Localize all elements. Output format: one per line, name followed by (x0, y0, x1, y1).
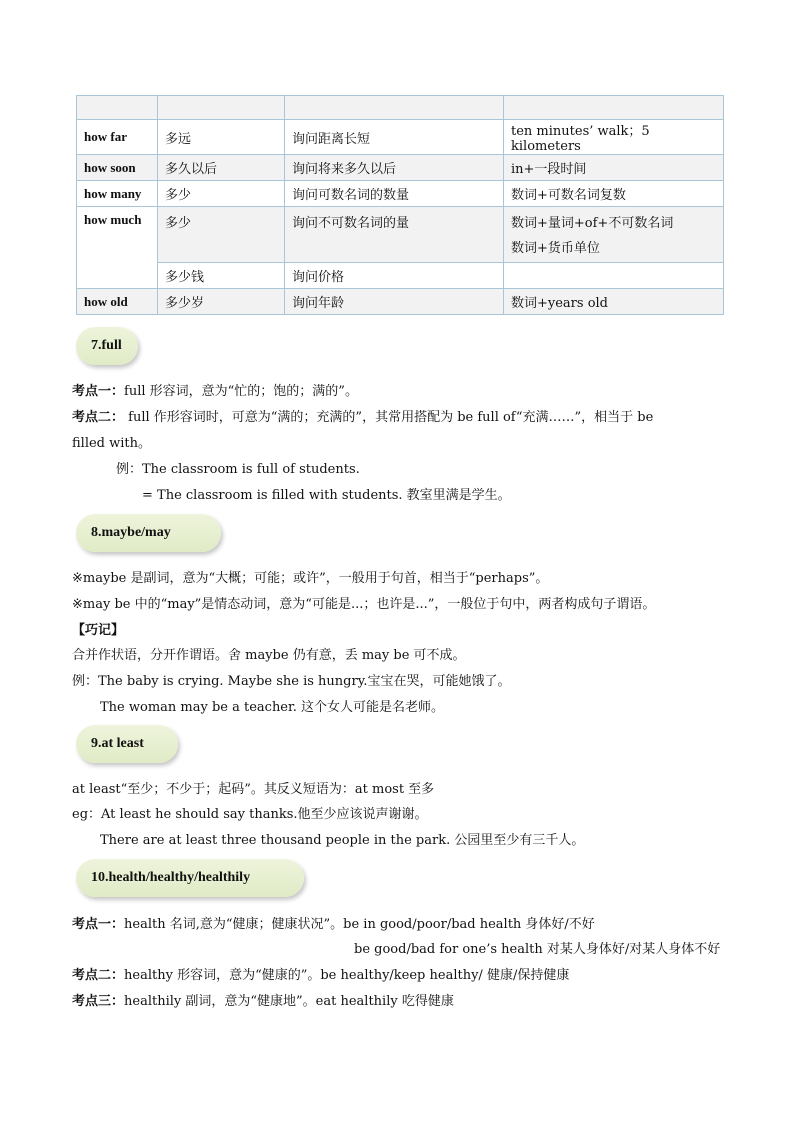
table-cell: 询问价格 (285, 263, 504, 289)
table-cell: 询问可数名词的数量 (285, 181, 504, 207)
table-cell: 数词+years old (504, 289, 724, 315)
table-cell: how old (77, 289, 158, 315)
table-cell (504, 263, 724, 289)
table-cell: ten minutes’ walk；5 kilometers (504, 120, 724, 155)
table-cell (504, 207, 724, 263)
point-text: full 形容词，意为“忙的；饱的；满的”。 (124, 384, 358, 399)
table-row (77, 207, 724, 263)
table-cell (285, 96, 504, 120)
point-one (72, 916, 595, 934)
point-label: 考点三： (72, 994, 125, 1009)
table-cell: 询问将来多久以后 (285, 155, 504, 181)
example-line: 例：The classroom is full of students. (116, 462, 360, 477)
table-cell: how far (77, 120, 158, 155)
example-line: The woman may be a teacher. 这个女人可能是名老师。 (100, 700, 445, 715)
point-three (72, 993, 454, 1011)
point-two-continued: filled with。 (72, 436, 152, 451)
section-title-at-least: 9.at least (76, 725, 178, 763)
point-text: healthy 形容词，意为“健康的”。be healthy/keep healthy/ 健康/保持健康 (124, 968, 570, 983)
cell-line: 数词+量词+of+不可数名词 (511, 216, 674, 231)
table-cell: how many (77, 181, 158, 207)
point-two (72, 967, 569, 985)
section-title-health: 10.health/healthy/healthily (76, 859, 304, 897)
table-cell: how much (77, 207, 158, 289)
tip-line: 合并作状语，分开作谓语。舍 maybe 仍有意，丢 may be 可不成。 (72, 648, 466, 663)
example-line: There are at least three thousand people in the park. 公园里至少有三千人。 (100, 833, 585, 848)
table-cell: 询问年龄 (285, 289, 504, 315)
example-line: 例：The baby is crying. Maybe she is hungry.宝宝在哭，可能她饿了。 (72, 674, 511, 689)
table-cell (158, 96, 285, 120)
section-title-maybe-may: 8.maybe/may (76, 514, 221, 552)
note-line: ※maybe 是副词，意为“大概；可能；或许”，一般用于句首，相当于“perhaps”。 (72, 571, 549, 586)
table-row (77, 96, 724, 120)
section-title-full: 7.full (76, 327, 138, 365)
tip-heading: 【巧记】 (72, 623, 125, 638)
note-line: ※may be 中的“may”是情态动词，意为“可能是...；也许是...”，一般位于句中，两者构成句子谓语。 (72, 597, 656, 612)
point-one-continued: be good/bad for one’s health 对某人身体好/对某人身体不好 (354, 942, 721, 957)
table-row (77, 120, 724, 155)
point-label: 考点二： (72, 410, 125, 425)
table-cell (504, 96, 724, 120)
point-label: 考点一： (72, 917, 125, 932)
point-label: 考点二： (72, 968, 125, 983)
table-row (77, 181, 724, 207)
table-cell: 多少岁 (158, 289, 285, 315)
table-cell (77, 96, 158, 120)
point-text: full 作形容词时，可意为“满的；充满的”，其常用搭配为 be full of“充满……”，相当于 be (124, 410, 654, 425)
table-cell: 询问不可数名词的量 (285, 207, 504, 263)
cell-line: 数词+货币单位 (511, 241, 600, 256)
point-text: healthily 副词，意为“健康地”。eat healthily 吃得健康 (124, 994, 454, 1009)
table-cell: 多少钱 (158, 263, 285, 289)
table-cell: in+一段时间 (504, 155, 724, 181)
note-line: at least“至少；不少于；起码”。其反义短语为：at most 至多 (72, 782, 435, 797)
question-words-table (76, 95, 724, 315)
point-text: health 名词,意为“健康；健康状况”。be in good/poor/bad health 身体好/不好 (124, 917, 595, 932)
table-cell: 多远 (158, 120, 285, 155)
point-label: 考点一： (72, 384, 125, 399)
point-one (72, 383, 358, 401)
table-cell: 多少 (158, 181, 285, 207)
table-row (77, 263, 724, 289)
table-row (77, 289, 724, 315)
table-cell: 多久以后 (158, 155, 285, 181)
table-cell: 多少 (158, 207, 285, 263)
table-cell: how soon (77, 155, 158, 181)
table-cell: 数词+可数名词复数 (504, 181, 724, 207)
example-line: = The classroom is filled with students. 教室里满是学生。 (142, 488, 511, 503)
table-row (77, 155, 724, 181)
table-cell: 询问距离长短 (285, 120, 504, 155)
example-line: eg：At least he should say thanks.他至少应该说声谢谢。 (72, 807, 428, 822)
point-two (72, 409, 653, 427)
